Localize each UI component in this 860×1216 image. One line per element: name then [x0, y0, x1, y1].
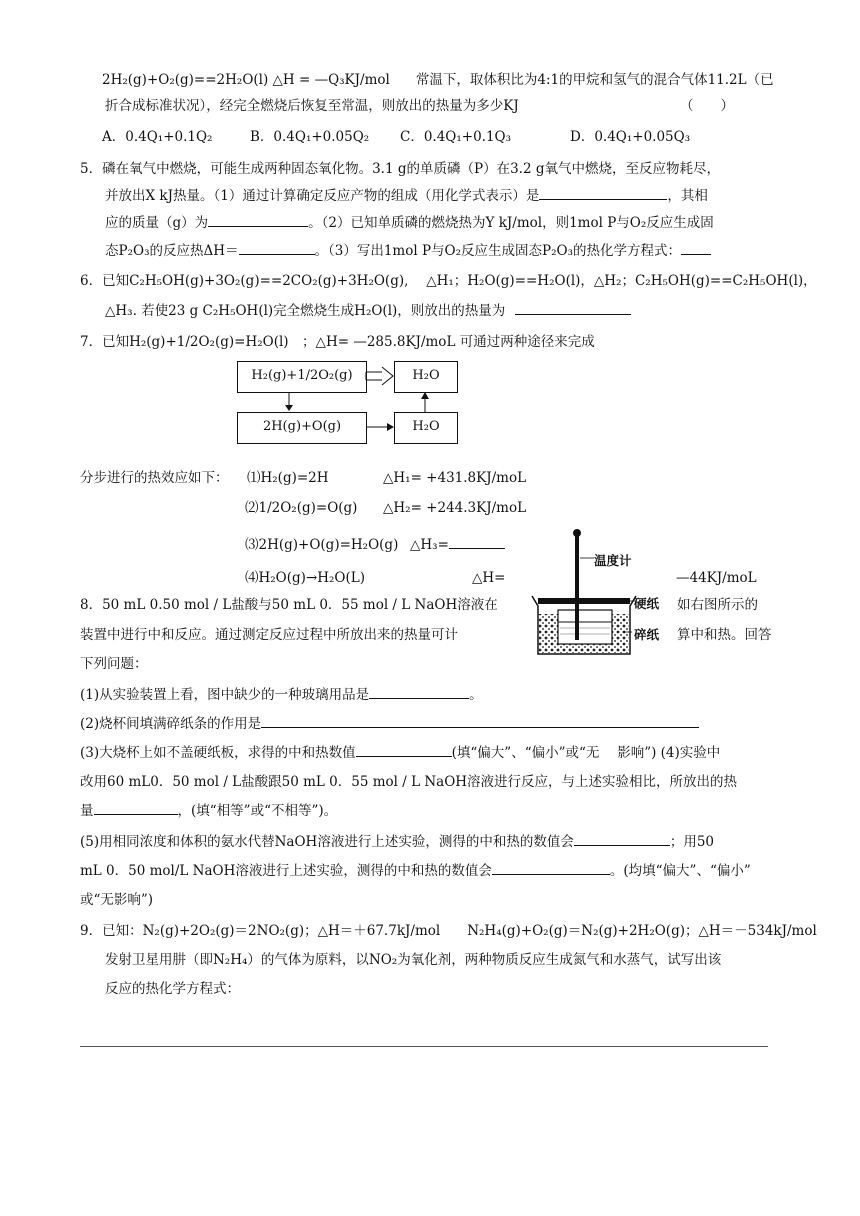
q4-line1 — [102, 71, 774, 89]
flow-box-product-bottom: H₂O — [394, 412, 458, 444]
q8-part5-line2: mL 0．50 mol/L NaOH溶液进行上述实验，测得的中和热的数值会 。(均填“偏大”、“偏小” — [80, 863, 751, 879]
label-paper-scraps: 碎纸 — [634, 627, 660, 642]
q8-part5-line1: (5)用相同浓度和体积的氨水代替NaOH溶液进行上述实验，测得的中和热的数值会 ；用50 — [80, 834, 715, 850]
q9-line3: 反应的热化学方程式： — [105, 981, 240, 997]
q5-line1: 5．磷在氧气中燃烧，可能生成两种固态氧化物。3.1 g的单质磷（P）在3.2 g氧气中燃烧，至反应物耗尽， — [80, 161, 720, 177]
q8-blank-2[interactable] — [261, 715, 699, 728]
q7-step2-heat: △H₂= +244.3KJ/moL — [383, 500, 527, 516]
q7-steps-intro: 分步进行的热效应如下： — [80, 470, 229, 486]
cardboard-lid-icon — [538, 598, 630, 604]
q8-blank-3[interactable] — [356, 744, 452, 757]
q7-step3-heat: △H₃= — [410, 536, 505, 554]
q8-part4-line2: 量 ，(填“相等”或“不相等”)。 — [80, 803, 338, 819]
q8-blank-6[interactable] — [492, 862, 610, 875]
q8-part5-line3: 或“无影响”) — [80, 892, 154, 908]
q4-answer-paren: （ ） — [680, 98, 734, 114]
q4-option-a: A．0.4Q₁+0.1Q₂ — [102, 129, 213, 145]
q7-blank[interactable] — [449, 536, 505, 549]
q4-option-c: C．0.4Q₁+0.1Q₃ — [400, 129, 512, 145]
q8-part1: (1)从实验装置上看，图中缺少的一种玻璃用品是 。 — [80, 687, 483, 703]
q7-step4: ⑷H₂O(g)→H₂O(L) — [245, 570, 365, 586]
q5-blank-2[interactable] — [208, 214, 308, 227]
flow-arrows — [230, 355, 470, 455]
q4-option-b: B．0.4Q₁+0.05Q₂ — [250, 129, 370, 145]
q6-line1: 6．已知C₂H₅OH(g)+3O₂(g)==2CO₂(g)+3H₂O(g), △H₁；H₂O(g)==H₂O(l)，△H₂；C₂H₅OH(g)==C₂H₅OH(l)， — [80, 273, 817, 289]
q7-step4-heat-label: △H= — [472, 570, 506, 586]
q7-line1: 7．已知H₂(g)+1/2O₂(g)=H₂O(l) ；△H= —285.8KJ/moL 可通过两种途径来完成 — [80, 334, 595, 350]
q8-part3: (3)大烧杯上如不盖硬纸板，求得的中和热数值 (填“偏大”、“偏小”或“无 影响”) (4)实验中 — [80, 745, 721, 761]
q4-equation: 2H₂(g)+O₂(g)==2H₂O(l) △H = —Q₃KJ/mol — [102, 72, 390, 88]
q8-blank-5[interactable] — [574, 833, 670, 846]
arrow-down-icon — [285, 392, 293, 411]
q8-part2: (2)烧杯间填满碎纸条的作用是 — [80, 715, 699, 733]
flow-box-product-top: H₂O — [394, 361, 458, 393]
inner-beaker-icon — [558, 610, 612, 644]
arrow-up-icon — [421, 392, 429, 412]
q8-blank-4[interactable] — [94, 802, 178, 815]
flow-box-atoms: 2H(g)+O(g) — [237, 412, 367, 444]
answer-rule-line[interactable] — [80, 1046, 768, 1047]
q4-line2: 折合成标准状况），经完全燃烧后恢复至常温，则放出的热量为多少KJ — [105, 98, 519, 114]
flow-box-reactants: H₂(g)+1/2O₂(g) — [237, 361, 367, 393]
q8-line3: 下列问题： — [80, 656, 148, 672]
q8-line2b: 算中和热。回答 — [677, 627, 772, 643]
q8-blank-1[interactable] — [369, 686, 469, 699]
q9-line2: 发射卫星用肼（即N₂H₄）的气体为原料，以NO₂为氧化剂，两种物质反应生成氮气和水蒸气，试写出该 — [105, 952, 722, 968]
q4-question-text: 常温下，取体积比为4:1的甲烷和氢气的混合气体11.2L（已 — [415, 72, 774, 88]
q4-option-d: D．0.4Q₁+0.05Q₃ — [570, 129, 691, 145]
q6-line2: △H₃. 若使23 g C₂H₅OH(l)完全燃烧生成H₂O(l)，则放出的热量为 — [105, 302, 631, 320]
q5-line3: 应的质量（g）为 。（2）已知单质磷的燃烧热为Y kJ/mol，则1mol P与O₂反应生成固 — [105, 215, 714, 231]
q8-line1b: 如右图所示的 — [677, 597, 758, 613]
q5-line2: 并放出X kJ热量。（1）通过计算确定反应产物的组成（用化学式表示）是 ，其相 — [105, 188, 708, 204]
q5-blank-3[interactable] — [239, 242, 315, 255]
label-cardboard: 硬纸 — [634, 596, 660, 611]
q5-blank-1[interactable] — [539, 187, 667, 200]
q7-step4-heat-value: —44KJ/moL — [676, 570, 757, 586]
q9-line1: 9．已知：N₂(g)+2O₂(g)＝2NO₂(g)；△H＝＋67.7kJ/mol N₂H₄(g)+O₂(g)＝N₂(g)+2H₂O(g)；△H＝－534kJ/mol — [80, 923, 817, 939]
q8-part4-line1: 改用60 mL0．50 mol / L盐酸跟50 mL 0．55 mol / L NaOH溶液进行反应，与上述实验相比，所放出的热 — [80, 774, 738, 790]
q7-step2: ⑵1/2O₂(g)=O(g) — [245, 500, 358, 516]
label-thermometer: 温度计 — [594, 553, 632, 568]
q5-line4: 态P₂O₃的反应热ΔH＝ 。（3）写出1mol P与O₂反应生成固态P₂O₃的热化学方程式： — [105, 242, 711, 260]
arrow-right-icon — [366, 423, 394, 431]
q6-blank[interactable] — [515, 302, 631, 315]
hollow-arrow-icon — [366, 367, 393, 385]
q5-blank-4[interactable] — [681, 242, 711, 255]
q7-step1-heat: △H₁= +431.8KJ/moL — [383, 470, 527, 486]
q7-step3: ⑶2H(g)+O(g)=H₂O(g) — [245, 537, 399, 553]
q7-step1: ⑴H₂(g)=2H — [247, 470, 329, 486]
q8-line1a: 8．50 mL 0.50 mol / L盐酸与50 mL 0．55 mol / L NaOH溶液在 — [80, 597, 498, 613]
q8-line2a: 装置中进行中和反应。通过测定反应过程中所放出来的热量可计 — [80, 627, 458, 643]
